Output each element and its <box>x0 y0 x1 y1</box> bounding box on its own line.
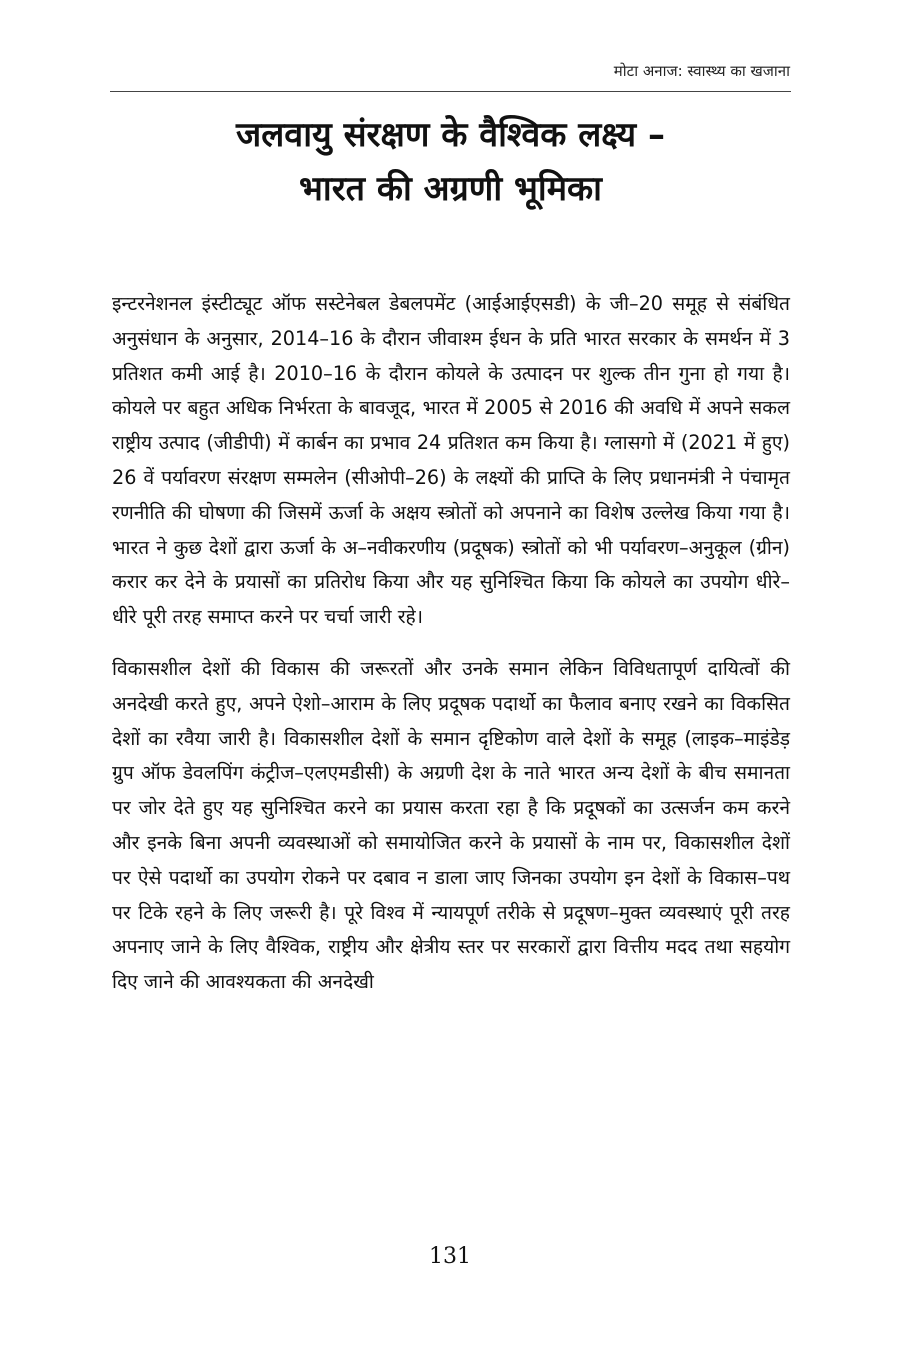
header-divider <box>110 91 791 92</box>
chapter-title <box>110 108 791 216</box>
chapter-title-line-2: भारत की अग्रणी भूमिका <box>299 169 602 209</box>
body-text <box>112 287 790 1000</box>
page-number: 131 <box>429 1244 471 1269</box>
paragraph: विकासशील देशों की विकास की जरूरतों और उनके समान लेकिन विविधतापूर्ण दायित्वों की अनदेखी करते हुए, अपने ऐशो–आराम के लिए प्रदूषक पदार्थो का फैलाव बनाए रखने का विकसित देशों का रवैया जारी है। विकासशील देशों के समान दृष्टिकोण वाले देशों के समूह (लाइक–माइंडेड़ ग्रुप ऑफ डेवलपिंग कंट्रीज–एलएमडीसी) के अग्रणी देश के नाते भारत अन्य देशों के बीच समानता पर जोर देते हुए यह सुनिश्चित करने का प्रयास करता रहा है कि प्रदूषकों का उत्सर्जन कम करने और इनके बिना अपनी व्यवस्थाओं को समायोजित करने के प्रयासों के नाम पर, विकासशील देशों पर ऐसे पदार्थो का उपयोग रोकने पर दबाव न डाला जाए जिनका उपयोग इन देशों के विकास–पथ पर टिके रहने के लिए जरूरी है। पूरे विश्व में न्यायपूर्ण तरीके से प्रदूषण–मुक्त व्यवस्थाएं पूरी तरह अपनाए जाने के लिए वैश्विक, राष्ट्रीय और क्षेत्रीय स्तर पर सरकारों द्वारा वित्तीय मदद तथा सहयोग दिए जाने की आवश्यकता की अनदेखी <box>112 656 790 994</box>
running-header: मोटा अनाज: स्वास्थ्य का खजाना <box>613 62 790 80</box>
paragraph: इन्टरनेशनल इंस्टीट्यूट ऑफ सस्टेनेबल डेबलपमेंट (आईआईएसडी) के जी–20 समूह से संबंधित अनुसंधान के अनुसार, 2014–16 के दौरान जीवाश्म ईधन के प्रति भारत सरकार के समर्थन में 3 प्रतिशत कमी आई है। 2010–16 के दौरान कोयले के उत्पादन पर शुल्क तीन गुना हो गया है। कोयले पर बहुत अधिक निर्भरता के बावजूद, भारत में 2005 से 2016 की अवधि में अपने सकल राष्ट्रीय उत्पाद (जीडीपी) में कार्बन का प्रभाव 24 प्रतिशत कम किया है। ग्लासगो में (2021 में हुए) 26 वें पर्यावरण संरक्षण सम्मलेन (सीओपी–26) के लक्ष्यों की प्राप्ति के लिए प्रधानमंत्री ने पंचामृत रणनीति की घोषणा की जिसमें ऊर्जा के अक्षय स्त्रोतों को अपनाने का विशेष उल्लेख किया गया है। भारत ने कुछ देशों द्वारा ऊर्जा के अ–नवीकरणीय (प्रदूषक) स्त्रोतों को भी पर्यावरण–अनुकूल (ग्रीन) करार कर देने के प्रयासों का प्रतिरोध किया और यह सुनिश्चित किया कि कोयले का उपयोग धीरे–धीरे पूरी तरह समाप्त करने पर चर्चा जारी रहे। <box>112 292 790 629</box>
chapter-title-line-1: जलवायु संरक्षण के वैश्विक लक्ष्य – <box>236 115 665 155</box>
